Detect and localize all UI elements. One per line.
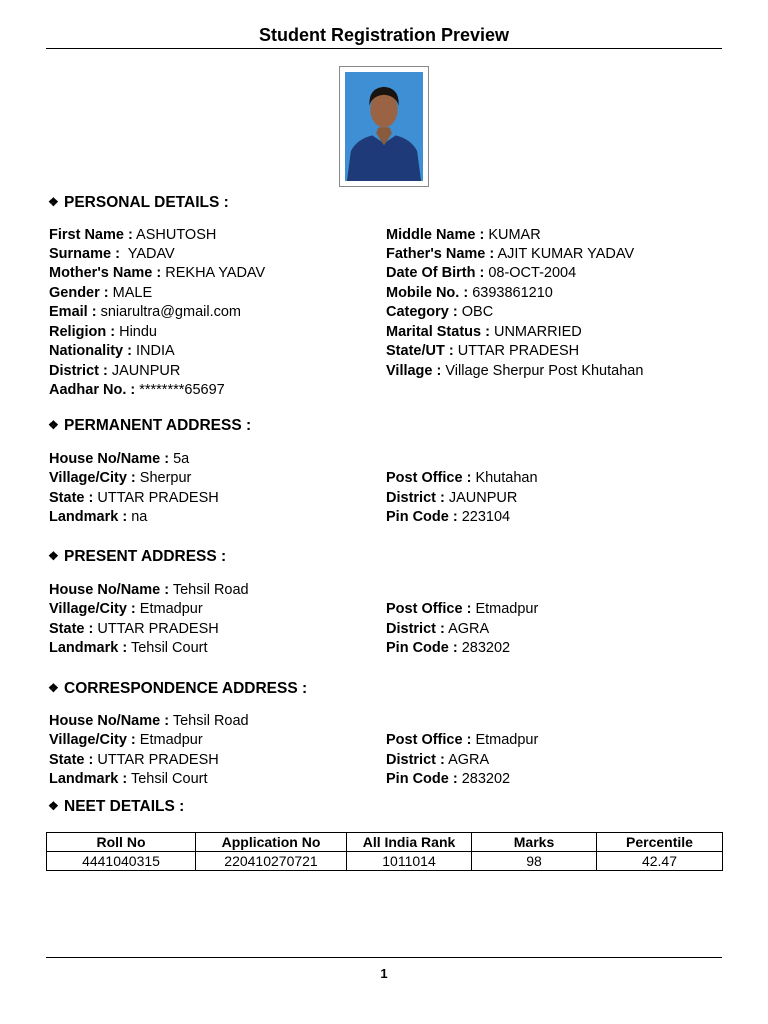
page-number: 1	[380, 966, 388, 981]
column-header: Marks	[472, 833, 597, 852]
table-cell: 98	[472, 852, 597, 871]
field-religion: Religion : Hindu	[49, 324, 157, 340]
student-photo-image	[345, 72, 423, 181]
field-middle-name: Middle Name : KUMAR	[386, 227, 541, 243]
field-village: Village : Village Sherpur Post Khutahan	[386, 363, 644, 379]
field-landmark: Landmark : Tehsil Court	[49, 640, 208, 656]
column-header: All India Rank	[347, 833, 472, 852]
field-house-no-name: House No/Name : Tehsil Road	[49, 713, 249, 729]
field-state: State : UTTAR PRADESH	[49, 621, 219, 637]
section-permanent-address: ❖ PERMANENT ADDRESS :	[48, 414, 251, 436]
field-pin-code: Pin Code : 283202	[386, 771, 511, 787]
field-landmark: Landmark : na	[49, 509, 148, 525]
table-cell: 4441040315	[47, 852, 196, 871]
field-house-no-name: House No/Name : Tehsil Road	[49, 582, 249, 598]
field-state-ut: State/UT : UTTAR PRADESH	[386, 343, 580, 359]
table-header-row	[47, 833, 723, 852]
field-first-name: First Name : ASHUTOSH	[49, 227, 217, 243]
field-state: State : UTTAR PRADESH	[49, 752, 219, 768]
field-state: State : UTTAR PRADESH	[49, 490, 219, 506]
section-personal-details: ❖ PERSONAL DETAILS :	[48, 191, 229, 213]
column-header: Percentile	[597, 833, 723, 852]
footer-divider	[46, 957, 722, 958]
section-correspondence-address: ❖ CORRESPONDENCE ADDRESS :	[48, 677, 307, 699]
table-cell: 42.47	[597, 852, 723, 871]
title-divider	[46, 48, 722, 49]
field-gender: Gender : MALE	[49, 285, 153, 301]
field-village-city: Village/City : Sherpur	[49, 470, 192, 486]
section-present-address: ❖ PRESENT ADDRESS :	[48, 545, 226, 567]
diamond-bullet-icon: ❖	[48, 549, 59, 563]
field-mobile-no: Mobile No. : 6393861210	[386, 285, 553, 301]
field-email: Email : sniarultra@gmail.com	[49, 304, 242, 320]
field-village-city: Village/City : Etmadpur	[49, 601, 203, 617]
field-post-office: Post Office : Khutahan	[386, 470, 538, 486]
diamond-bullet-icon: ❖	[48, 195, 59, 209]
field-surname: Surname : YADAV	[49, 246, 175, 262]
field-pin-code: Pin Code : 223104	[386, 509, 511, 525]
field-marital-status: Marital Status : UNMARRIED	[386, 324, 582, 340]
field-post-office: Post Office : Etmadpur	[386, 601, 539, 617]
diamond-bullet-icon: ❖	[48, 681, 59, 695]
neet-details-table	[46, 832, 723, 871]
field-fathers-name: Father's Name : AJIT KUMAR YADAV	[386, 246, 635, 262]
diamond-bullet-icon: ❖	[48, 799, 59, 813]
field-mothers-name: Mother's Name : REKHA YADAV	[49, 265, 266, 281]
field-post-office: Post Office : Etmadpur	[386, 732, 539, 748]
field-district: District : JAUNPUR	[386, 490, 518, 506]
field-landmark: Landmark : Tehsil Court	[49, 771, 208, 787]
field-district: District : JAUNPUR	[49, 363, 181, 379]
field-category: Category : OBC	[386, 304, 494, 320]
field-aadhar-no: Aadhar No. : ********65697	[49, 382, 225, 398]
field-village-city: Village/City : Etmadpur	[49, 732, 203, 748]
student-photo	[339, 66, 429, 187]
column-header: Application No	[196, 833, 347, 852]
field-house-no-name: House No/Name : 5a	[49, 451, 190, 467]
field-district: District : AGRA	[386, 752, 490, 768]
field-district: District : AGRA	[386, 621, 490, 637]
diamond-bullet-icon: ❖	[48, 418, 59, 432]
table-row	[47, 852, 723, 871]
section-neet-details: ❖ NEET DETAILS :	[48, 795, 184, 817]
page-title: Student Registration Preview	[258, 25, 510, 45]
field-date-of-birth: Date Of Birth : 08-OCT-2004	[386, 265, 577, 281]
field-nationality: Nationality : INDIA	[49, 343, 175, 359]
table-cell: 220410270721	[196, 852, 347, 871]
column-header: Roll No	[47, 833, 196, 852]
table-cell: 1011014	[347, 852, 472, 871]
field-pin-code: Pin Code : 283202	[386, 640, 511, 656]
